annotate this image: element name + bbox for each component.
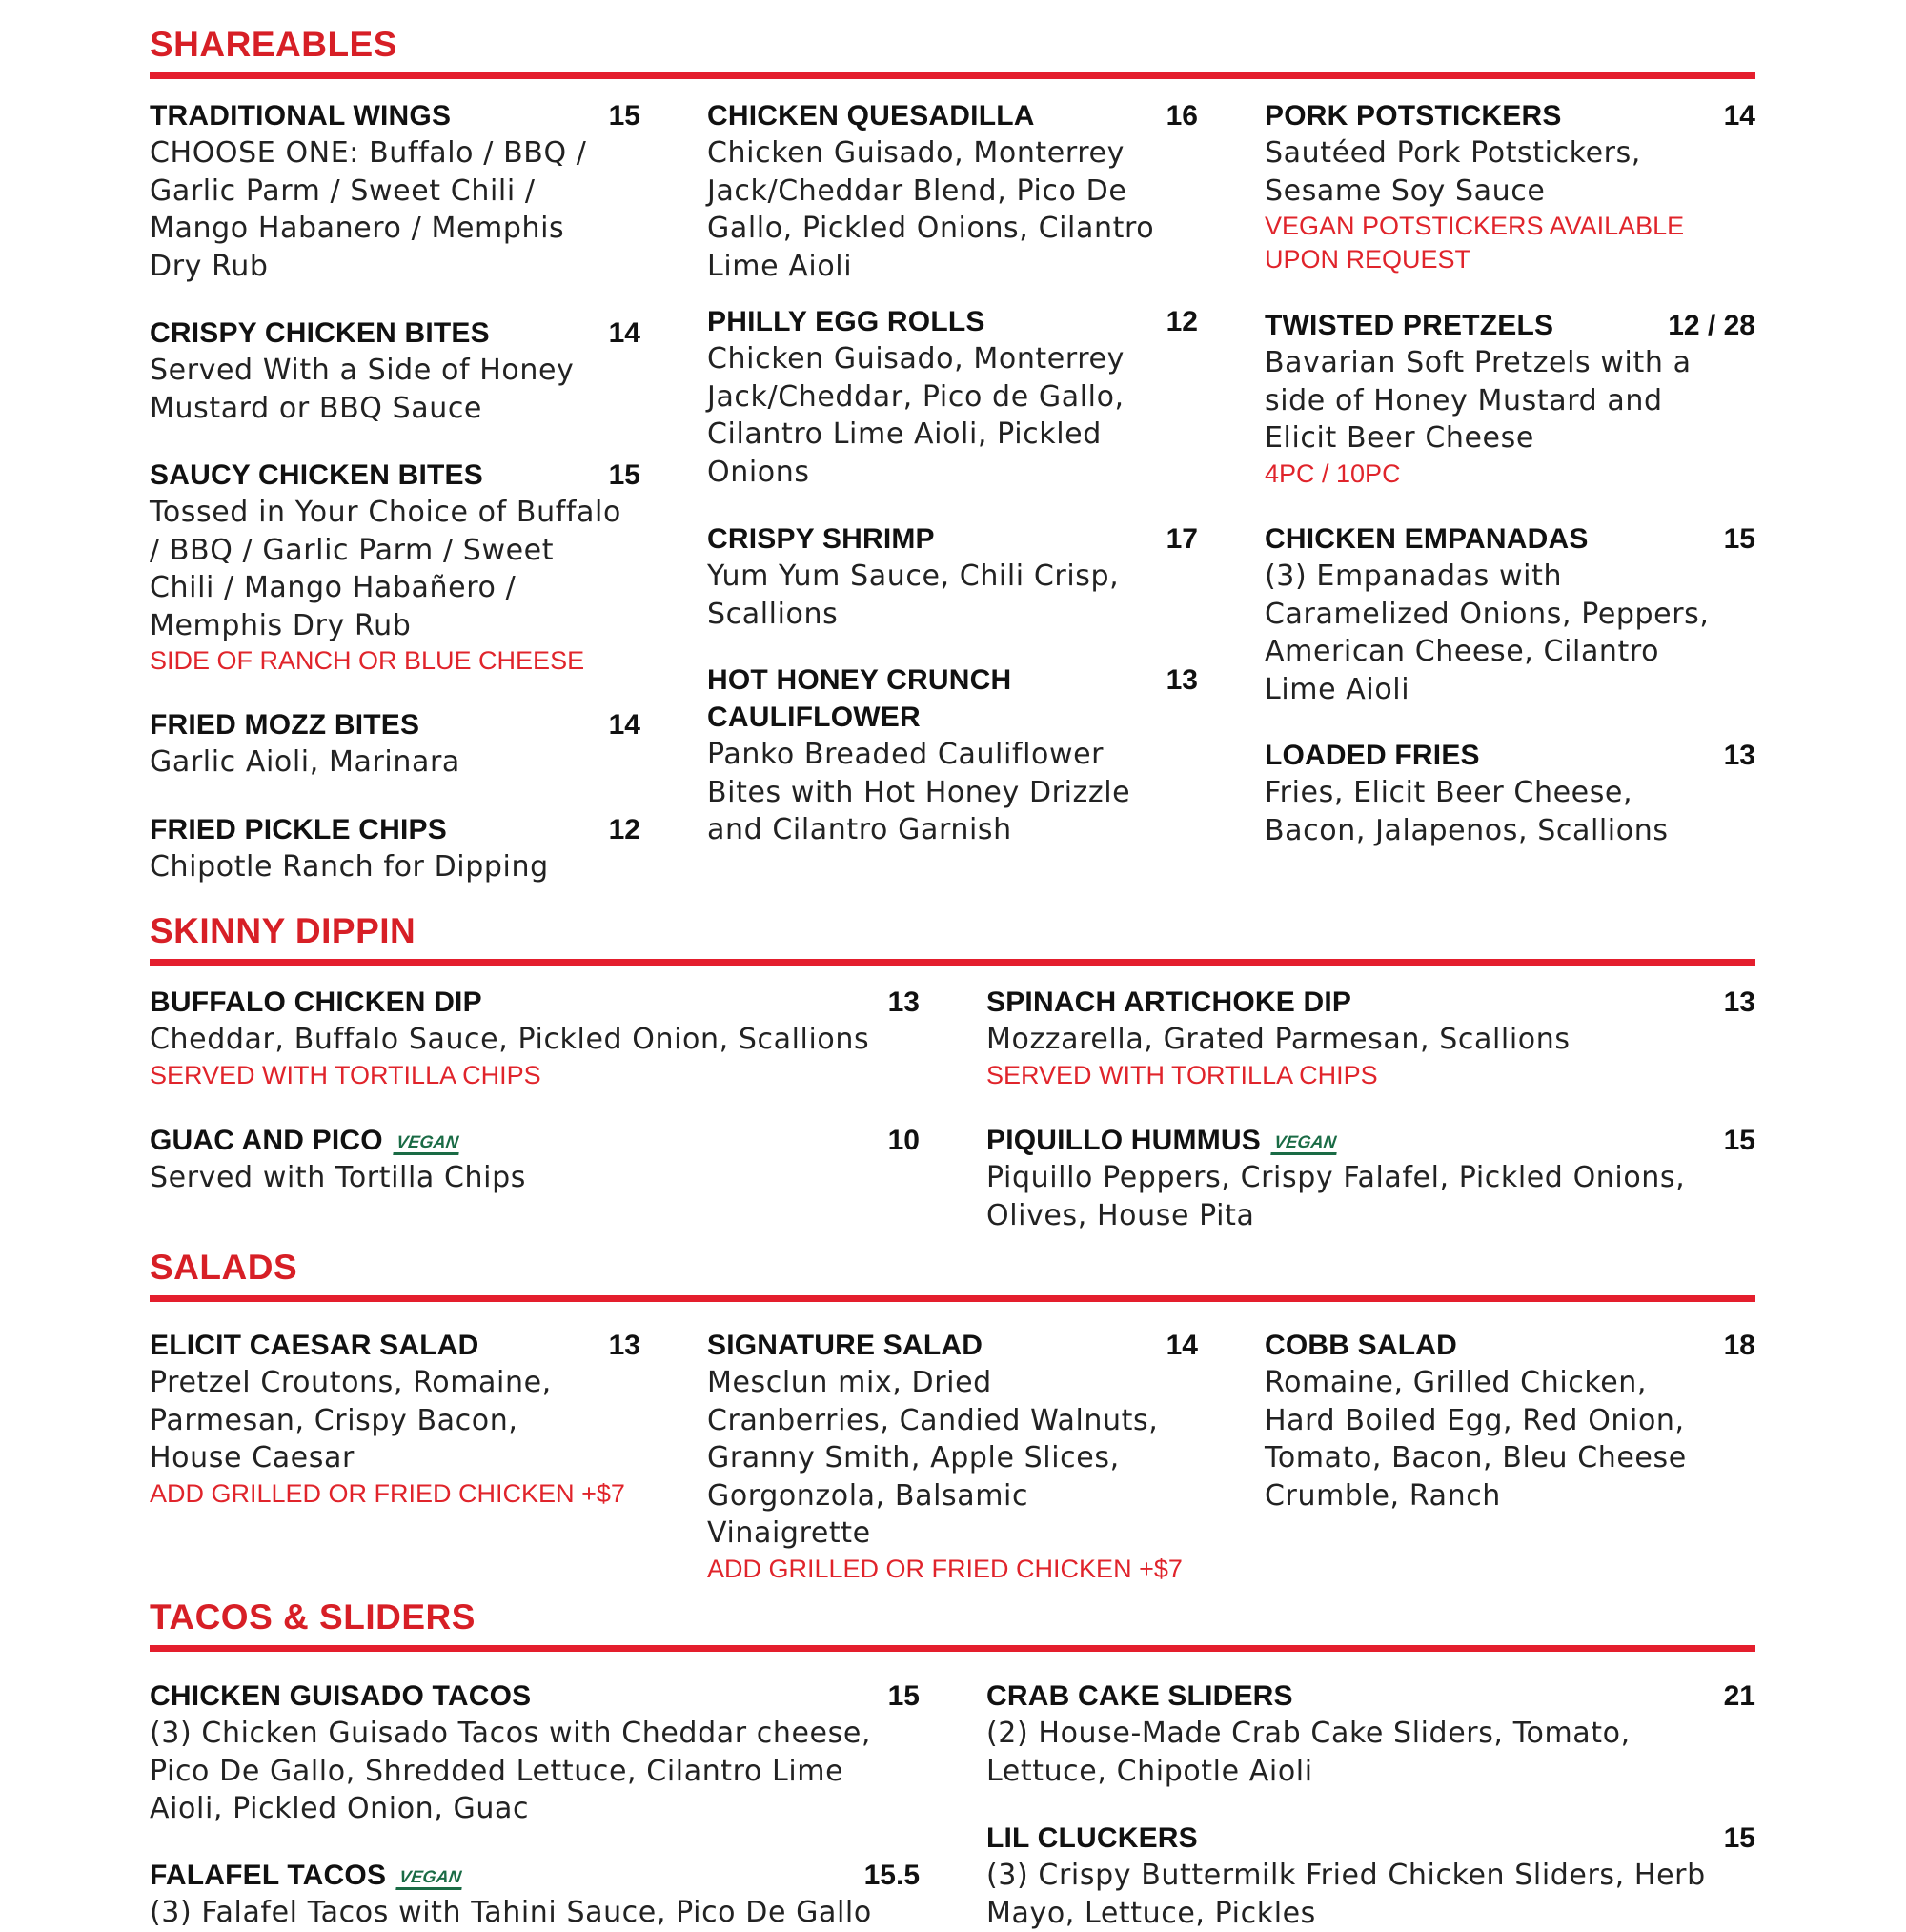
item-note: ADD GRILLED OR FRIED CHICKEN +$7 (707, 1554, 1183, 1583)
item-description: Yum Yum Sauce, Chili Crisp, Scallions (707, 559, 1120, 631)
menu-item-buffalo-chicken-dip (150, 984, 920, 1092)
item-name: PHILLY EGG ROLLS (707, 306, 985, 337)
item-name: FRIED MOZZ BITES (150, 709, 420, 741)
item-price: 13 (608, 1330, 640, 1361)
item-name: TWISTED PRETZELS (1265, 310, 1554, 341)
item-note: SERVED WITH TORTILLA CHIPS (986, 1060, 1378, 1089)
section-title-salads: SALADS (150, 1248, 298, 1287)
item-price: 15 (887, 1680, 920, 1712)
menu-item-falafel-tacos (150, 1857, 920, 1932)
item-name-text: PIQUILLO HUMMUS (986, 1125, 1261, 1156)
item-description: Romaine, Grilled Chicken, Hard Boiled Egg, Red Onion, Tomato, Bacon, Bleu Cheese Crumble, Ranch (1265, 1366, 1687, 1513)
item-name-text: FALAFEL TACOS (150, 1860, 387, 1891)
menu-item-chicken-empanadas (1265, 520, 1755, 708)
item-price: 15 (1723, 1822, 1755, 1854)
vegan-badge-icon: VEGAN (1270, 1131, 1340, 1155)
item-description: (3) Chicken Guisado Tacos with Cheddar cheese, Pico De Gallo, Shredded Lettuce, Cilantro Lime Aioli, Pickled Onion, Guac (150, 1717, 872, 1825)
item-description: Bavarian Soft Pretzels with a side of Honey Mustard and Elicit Beer Cheese (1265, 346, 1692, 455)
item-name: ELICIT CAESAR SALAD (150, 1330, 479, 1361)
item-name-text: GUAC AND PICO (150, 1125, 383, 1156)
menu-item-lil-cluckers (986, 1820, 1755, 1932)
item-price: 14 (1723, 100, 1755, 132)
item-name: BUFFALO CHICKEN DIP (150, 986, 482, 1018)
item-description: CHOOSE ONE: Buffalo / BBQ / Garlic Parm / Sweet Chili / Mango Habanero / Memphis Dry Rub (150, 136, 587, 283)
menu-item-fried-mozz-bites (150, 706, 640, 782)
item-note: SERVED WITH TORTILLA CHIPS (150, 1060, 541, 1089)
item-name: SAUCY CHICKEN BITES (150, 459, 483, 491)
item-description: Served With a Side of Honey Mustard or BBQ Sauce (150, 354, 575, 425)
menu-item-guac-and-pico (150, 1122, 920, 1197)
item-name: CRAB CAKE SLIDERS (986, 1680, 1293, 1712)
item-price: 14 (608, 709, 640, 741)
item-price: 17 (1166, 523, 1198, 555)
item-note: ADD GRILLED OR FRIED CHICKEN +$7 (150, 1478, 625, 1508)
section-rule (150, 1295, 1755, 1302)
item-description: Garlic Aioli, Marinara (150, 745, 460, 779)
item-note: SIDE OF RANCH OR BLUE CHEESE (150, 646, 585, 675)
item-name: COBB SALAD (1265, 1330, 1457, 1361)
item-name: CRISPY CHICKEN BITES (150, 317, 490, 349)
item-name (986, 1122, 1755, 1159)
vegan-badge-icon: VEGAN (393, 1131, 462, 1155)
item-name: FRIED PICKLE CHIPS (150, 814, 447, 845)
item-description: Pretzel Croutons, Romaine, Parmesan, Crispy Bacon, House Caesar (150, 1366, 552, 1474)
section-title-shareables: SHAREABLES (150, 25, 397, 64)
menu-item-signature-salad (707, 1327, 1198, 1586)
item-description: Fries, Elicit Beer Cheese, Bacon, Jalapenos, Scallions (1265, 776, 1669, 847)
item-name: LIL CLUCKERS (986, 1822, 1198, 1854)
menu-item-pork-potstickers (1265, 97, 1755, 276)
item-price: 15 (608, 100, 640, 132)
item-description: Panko Breaded Cauliflower Bites with Hot Honey Drizzle and Cilantro Garnish (707, 738, 1131, 846)
menu-item-spinach-artichoke-dip (986, 984, 1755, 1092)
item-price: 13 (1723, 986, 1755, 1018)
item-price: 15 (608, 459, 640, 491)
item-price: 13 (1723, 740, 1755, 771)
item-name (150, 1122, 920, 1159)
menu-item-twisted-pretzels (1265, 307, 1755, 491)
item-price: 12 (1166, 306, 1198, 337)
item-name: CRISPY SHRIMP (707, 523, 935, 555)
item-name (150, 1857, 920, 1894)
section-rule (150, 72, 1755, 79)
menu-item-chicken-quesadilla (707, 97, 1198, 285)
item-price: 18 (1723, 1330, 1755, 1361)
menu-item-philly-egg-rolls (707, 303, 1198, 491)
section-rule (150, 1645, 1755, 1652)
item-note: VEGAN POTSTICKERS AVAILABLE UPON REQUEST (1265, 212, 1685, 274)
item-description: Piquillo Peppers, Crispy Falafel, Pickled Onions, Olives, House Pita (986, 1161, 1686, 1232)
menu-item-loaded-fries (1265, 737, 1755, 849)
menu-item-piquillo-hummus (986, 1122, 1755, 1234)
item-description: (2) House-Made Crab Cake Sliders, Tomato, Lettuce, Chipotle Aioli (986, 1717, 1631, 1788)
item-name: CHICKEN GUISADO TACOS (150, 1680, 532, 1712)
item-price: 21 (1723, 1680, 1755, 1712)
item-name: SPINACH ARTICHOKE DIP (986, 986, 1352, 1018)
section-title-skinny-dippin: SKINNY DIPPIN (150, 911, 416, 950)
item-description: Mesclun mix, Dried Cranberries, Candied Walnuts, Granny Smith, Apple Slices, Gorgonzola, Balsamic Vinaigrette (707, 1366, 1159, 1550)
item-name: PORK POTSTICKERS (1265, 100, 1562, 132)
item-price: 16 (1166, 100, 1198, 132)
menu-item-saucy-chicken-bites (150, 457, 640, 678)
menu-item-crispy-chicken-bites (150, 315, 640, 427)
menu-item-hot-honey-cauliflower (707, 661, 1198, 849)
item-description: Tossed in Your Choice of Buffalo / BBQ / Garlic Parm / Sweet Chili / Mango Habañero / Memphis Dry Rub (150, 496, 621, 642)
item-price: 14 (608, 317, 640, 349)
item-price: 15.5 (863, 1860, 920, 1891)
menu-item-chicken-guisado-tacos (150, 1678, 920, 1828)
item-description: Cheddar, Buffalo Sauce, Pickled Onion, Scallions (150, 1023, 870, 1056)
item-name: CHICKEN EMPANADAS (1265, 523, 1589, 555)
item-description: Mozzarella, Grated Parmesan, Scallions (986, 1023, 1571, 1056)
item-name: TRADITIONAL WINGS (150, 100, 452, 132)
item-price: 10 (887, 1125, 920, 1156)
item-name: SIGNATURE SALAD (707, 1330, 983, 1361)
item-description: (3) Falafel Tacos with Tahini Sauce, Pico De Gallo (150, 1896, 872, 1929)
item-price: 15 (1723, 1125, 1755, 1156)
item-description: Sautéed Pork Potstickers, Sesame Soy Sauce (1265, 136, 1641, 208)
item-description: (3) Empanadas with Caramelized Onions, Peppers, American Cheese, Cilantro Lime Aioli (1265, 559, 1710, 706)
item-description: (3) Crispy Buttermilk Fried Chicken Sliders, Herb Mayo, Lettuce, Pickles (986, 1859, 1706, 1930)
menu-item-crab-cake-sliders (986, 1678, 1755, 1790)
item-price: 13 (887, 986, 920, 1018)
item-name: CHICKEN QUESADILLA (707, 100, 1035, 132)
item-description: Served with Tortilla Chips (150, 1161, 526, 1194)
item-price: 12 / 28 (1668, 310, 1755, 341)
item-description: Chipotle Ranch for Dipping (150, 850, 549, 884)
menu-item-fried-pickle-chips (150, 811, 640, 886)
section-rule (150, 959, 1755, 966)
menu-item-elicit-caesar-salad (150, 1327, 640, 1511)
item-price: 15 (1723, 523, 1755, 555)
item-description: Chicken Guisado, Monterrey Jack/Cheddar, Pico de Gallo, Cilantro Lime Aioli, Pickled Onions (707, 342, 1125, 489)
item-price: 12 (608, 814, 640, 845)
menu-item-cobb-salad (1265, 1327, 1755, 1515)
menu-item-crispy-shrimp (707, 520, 1198, 633)
item-price: 14 (1166, 1330, 1198, 1361)
item-description: Chicken Guisado, Monterrey Jack/Cheddar Blend, Pico De Gallo, Pickled Onions, Cilantro Lime Aioli (707, 136, 1155, 283)
section-title-tacos-sliders: TACOS & SLIDERS (150, 1597, 476, 1637)
item-name: HOT HONEY CRUNCH CAULIFLOWER (707, 664, 1012, 733)
vegan-badge-icon: VEGAN (395, 1866, 465, 1890)
item-note: 4PC / 10PC (1265, 458, 1401, 488)
item-name: LOADED FRIES (1265, 740, 1480, 771)
item-price: 13 (1166, 664, 1198, 696)
menu-item-traditional-wings (150, 97, 640, 285)
